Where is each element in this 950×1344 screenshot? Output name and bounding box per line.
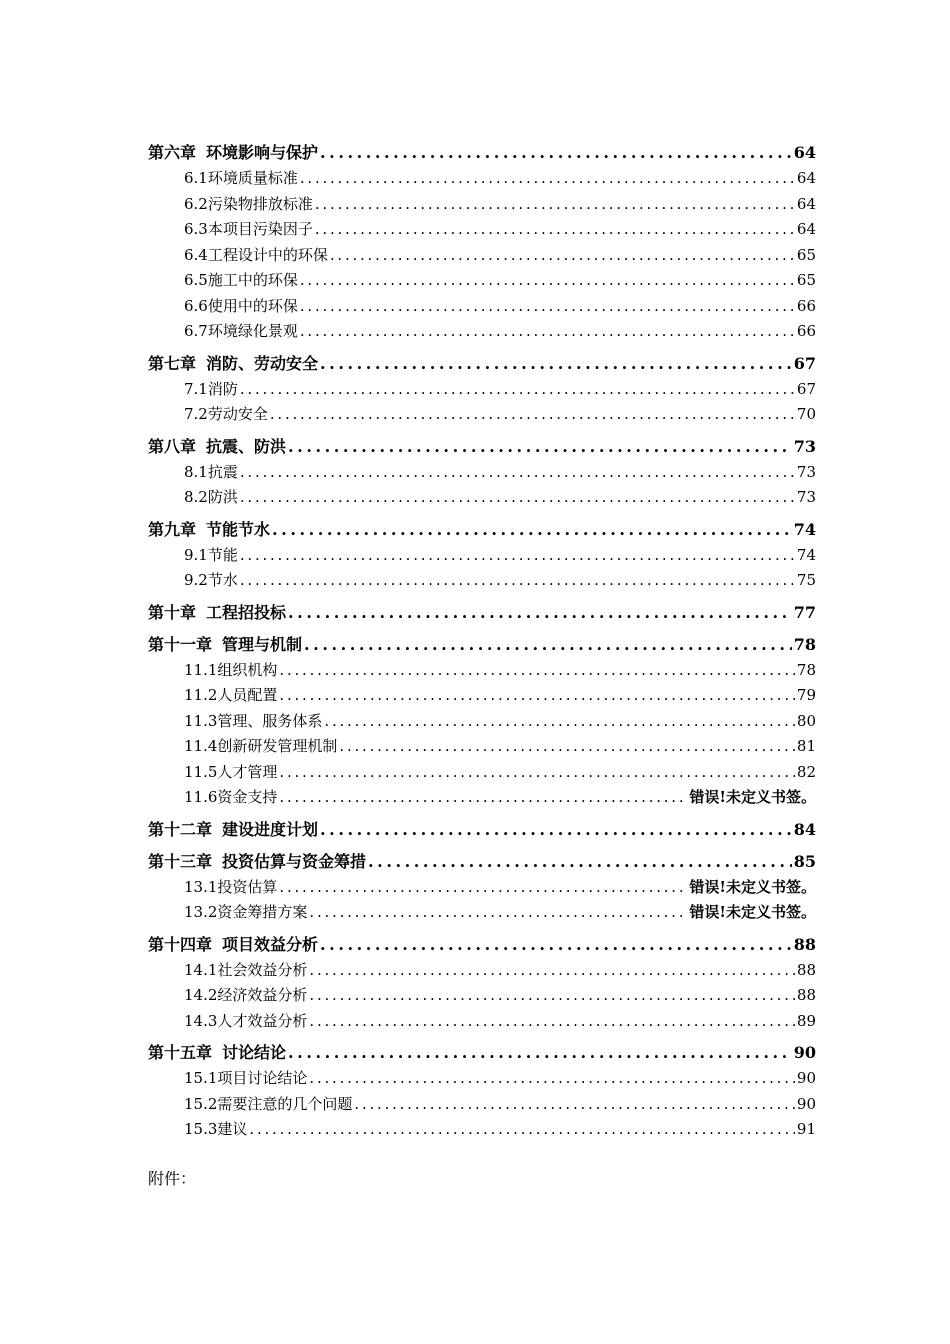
toc-entry-number: 11.1 [184, 660, 218, 679]
toc-dot-leader [300, 166, 795, 192]
toc-page-number: 84 [793, 819, 816, 839]
toc-chapter-entry[interactable] [148, 632, 816, 658]
toc-dot-leader [309, 983, 794, 1009]
toc-entry-number: 14.3 [184, 1011, 218, 1030]
toc-entry-number: 6.1 [184, 169, 208, 187]
toc-dot-leader [288, 600, 792, 626]
toc-dot-leader [249, 1117, 794, 1143]
toc-entry-title: 消防 [207, 379, 238, 398]
toc-entry-number: 第七章 [148, 353, 197, 373]
toc-page-number: 80 [796, 711, 816, 730]
toc-entry-number: 6.5 [184, 271, 208, 289]
toc-entry-title: 环境质量标准 [207, 169, 298, 187]
toc-section-entry[interactable] [148, 958, 816, 984]
toc-chapter-entry[interactable] [148, 849, 816, 875]
toc-page-number: 67 [793, 353, 816, 373]
toc-entry-title: 人才效益分析 [217, 1011, 308, 1030]
toc-entry-number: 6.7 [184, 322, 208, 340]
toc-page-number: 90 [796, 1094, 816, 1113]
toc-entry-title: 污染物排放标准 [207, 194, 313, 213]
toc-entry-title: 抗震 [207, 462, 238, 481]
toc-entry-title: 经济效益分析 [217, 986, 308, 1004]
toc-entry-number: 14.1 [184, 960, 218, 979]
toc-dot-leader [279, 683, 794, 709]
toc-section-entry[interactable] [148, 683, 816, 709]
toc-page-number: 74 [796, 545, 816, 564]
toc-entry-number: 6.4 [184, 245, 208, 264]
toc-entry-number: 第九章 [148, 519, 197, 539]
toc-page-number: 89 [796, 1011, 816, 1030]
toc-page-number: 78 [796, 660, 816, 679]
toc-section-entry[interactable] [148, 658, 816, 684]
toc-entry-title: 工程招投标 [206, 602, 287, 622]
toc-dot-leader [279, 760, 794, 786]
toc-dot-leader [300, 268, 795, 294]
toc-entry-number: 8.1 [184, 462, 208, 481]
toc-entry-number: 13.2 [184, 903, 218, 921]
toc-entry-title: 资金筹措方案 [217, 903, 308, 921]
toc-entry-number: 第十四章 [148, 934, 213, 954]
toc-entry-title: 投资估算与资金筹措 [222, 851, 367, 871]
toc-section-entry[interactable] [148, 543, 816, 569]
toc-page-number: 66 [796, 322, 816, 340]
toc-dot-leader [240, 460, 795, 486]
toc-entry-title: 项目效益分析 [222, 934, 319, 954]
toc-dot-leader [315, 192, 795, 218]
toc-section-entry[interactable] [148, 734, 816, 760]
toc-page-number: 74 [793, 519, 816, 539]
toc-dot-leader [300, 319, 795, 345]
toc-dot-leader [324, 709, 794, 735]
toc-section-entry[interactable] [148, 402, 816, 428]
toc-entry-number: 11.6 [184, 788, 218, 806]
toc-entry-number: 15.2 [184, 1094, 218, 1113]
toc-chapter-entry[interactable] [148, 817, 816, 843]
toc-entry-title: 管理与机制 [222, 634, 303, 654]
toc-dot-leader [240, 377, 795, 403]
toc-entry-title: 节能节水 [206, 519, 271, 539]
toc-entry-number: 第十一章 [148, 634, 213, 654]
toc-entry-number: 第十章 [148, 602, 197, 622]
toc-entry-title: 节水 [207, 571, 238, 589]
toc-entry-title: 人员配置 [217, 686, 278, 704]
toc-page-number: 64 [796, 169, 816, 187]
toc-entry-title: 环境影响与保护 [206, 143, 319, 162]
toc-page-number: 82 [796, 762, 816, 781]
toc-section-entry[interactable] [148, 166, 816, 192]
toc-section-entry[interactable] [148, 217, 816, 243]
toc-entry-title: 工程设计中的环保 [207, 245, 328, 264]
toc-entry-number: 11.3 [184, 711, 218, 730]
toc-dot-leader [240, 485, 795, 511]
toc-chapter-entry[interactable] [148, 517, 816, 543]
toc-page-number: 88 [796, 986, 816, 1004]
toc-dot-leader [320, 817, 792, 843]
toc-section-entry[interactable] [148, 377, 816, 403]
toc-entry-title: 防洪 [207, 488, 238, 506]
toc-entry-title: 组织机构 [217, 660, 278, 679]
toc-section-entry[interactable] [148, 1009, 816, 1035]
toc-entry-number: 第十三章 [148, 851, 213, 871]
toc-entry-title: 投资估算 [217, 877, 278, 896]
toc-page-number: 65 [796, 271, 816, 289]
toc-page-number: 88 [796, 960, 816, 979]
toc-dot-leader [368, 849, 792, 875]
toc-entry-title: 环境绿化景观 [207, 322, 298, 340]
toc-entry-number: 6.3 [184, 220, 208, 238]
toc-chapter-entry[interactable] [148, 140, 816, 166]
toc-entry-number: 11.2 [184, 686, 218, 704]
toc-section-entry[interactable] [148, 1117, 816, 1143]
toc-section-entry[interactable] [148, 243, 816, 269]
toc-chapter-entry[interactable] [148, 932, 816, 958]
toc-page-number: 67 [796, 379, 816, 398]
toc-dot-leader [279, 785, 687, 811]
toc-entry-title: 资金支持 [217, 788, 278, 806]
toc-section-entry[interactable] [148, 568, 816, 594]
toc-dot-leader [288, 1040, 792, 1066]
toc-dot-leader [320, 351, 792, 377]
toc-entry-number: 9.1 [184, 545, 208, 564]
toc-dot-leader [309, 958, 794, 984]
toc-entry-title: 讨论结论 [222, 1043, 287, 1062]
toc-dot-leader [304, 632, 792, 658]
toc-chapter-entry[interactable] [148, 351, 816, 377]
toc-section-entry[interactable] [148, 460, 816, 486]
toc-entry-title: 本项目污染因子 [207, 220, 313, 238]
toc-page-number: 77 [793, 602, 816, 622]
toc-entry-number: 15.3 [184, 1120, 218, 1138]
toc-dot-leader [320, 140, 792, 166]
toc-dot-leader [279, 658, 794, 684]
toc-entry-title: 抗震、防洪 [206, 436, 287, 456]
toc-entry-number: 第十二章 [148, 819, 213, 839]
toc-entry-title: 使用中的环保 [207, 296, 298, 315]
toc-dot-leader [354, 1092, 794, 1118]
toc-dot-leader [272, 517, 792, 543]
toc-dot-leader [309, 1066, 794, 1092]
toc-entry-number: 6.6 [184, 296, 208, 315]
toc-page-number: 65 [796, 245, 816, 264]
appendix-label: 附件： [148, 1169, 197, 1188]
toc-section-entry[interactable] [148, 1066, 816, 1092]
toc-entry-title: 创新研发管理机制 [217, 737, 338, 755]
toc-page-number: 91 [796, 1120, 816, 1138]
toc-section-entry[interactable] [148, 192, 816, 218]
toc-entry-number: 第十五章 [148, 1043, 213, 1062]
toc-entry-title: 社会效益分析 [217, 960, 308, 979]
table-of-contents [148, 140, 816, 1143]
toc-page-number: 85 [793, 851, 816, 871]
toc-entry-title: 建设进度计划 [222, 819, 319, 839]
toc-page-number: 64 [796, 194, 816, 213]
toc-page-number: 90 [793, 1043, 816, 1062]
toc-dot-leader [330, 243, 795, 269]
toc-bookmark-error: 错误!未定义书签。 [689, 903, 816, 921]
toc-dot-leader [315, 217, 795, 243]
toc-entry-number: 11.5 [184, 762, 218, 781]
toc-entry-number: 9.2 [184, 571, 208, 589]
toc-section-entry[interactable] [148, 268, 816, 294]
toc-entry-number: 7.1 [184, 379, 208, 398]
toc-page-number: 73 [793, 436, 816, 456]
toc-dot-leader [320, 932, 792, 958]
toc-page-number: 70 [796, 405, 816, 423]
toc-entry-number: 7.2 [184, 405, 208, 423]
toc-dot-leader [339, 734, 794, 760]
toc-entry-number: 6.2 [184, 194, 208, 213]
toc-page-number: 73 [796, 488, 816, 506]
toc-entry-number: 第六章 [148, 143, 197, 162]
toc-chapter-entry[interactable] [148, 1040, 816, 1066]
toc-entry-number: 11.4 [184, 737, 218, 755]
toc-dot-leader [270, 402, 795, 428]
toc-dot-leader [309, 900, 687, 926]
toc-entry-title: 施工中的环保 [207, 271, 298, 289]
toc-page-number: 81 [796, 737, 816, 755]
toc-page-number: 78 [793, 634, 816, 654]
toc-section-entry[interactable] [148, 785, 816, 811]
toc-page-number: 73 [796, 462, 816, 481]
toc-entry-number: 8.2 [184, 488, 208, 506]
toc-entry-number: 15.1 [184, 1069, 218, 1087]
toc-page-number: 75 [796, 571, 816, 589]
toc-section-entry[interactable] [148, 294, 816, 320]
toc-page-number: 90 [796, 1069, 816, 1087]
toc-bookmark-error: 错误!未定义书签。 [689, 877, 816, 896]
toc-page-number: 64 [796, 220, 816, 238]
toc-section-entry[interactable] [148, 983, 816, 1009]
toc-section-entry[interactable] [148, 485, 816, 511]
toc-entry-title: 节能 [207, 545, 238, 564]
toc-entry-number: 第八章 [148, 436, 197, 456]
toc-entry-title: 建议 [217, 1120, 248, 1138]
toc-section-entry[interactable] [148, 875, 816, 901]
toc-page-number: 64 [793, 143, 816, 162]
toc-entry-title: 劳动安全 [207, 405, 268, 423]
toc-dot-leader [240, 543, 795, 569]
toc-section-entry[interactable] [148, 900, 816, 926]
toc-section-entry[interactable] [148, 1092, 816, 1118]
toc-entry-title: 消防、劳动安全 [206, 353, 319, 373]
toc-dot-leader [279, 875, 687, 901]
toc-entry-number: 13.1 [184, 877, 218, 896]
toc-section-entry[interactable] [148, 709, 816, 735]
toc-page-number: 79 [796, 686, 816, 704]
toc-dot-leader [300, 294, 795, 320]
toc-page-number: 88 [793, 934, 816, 954]
toc-dot-leader [240, 568, 795, 594]
toc-section-entry[interactable] [148, 760, 816, 786]
toc-dot-leader [288, 434, 792, 460]
toc-entry-title: 需要注意的几个问题 [217, 1094, 353, 1113]
toc-entry-title: 项目讨论结论 [217, 1069, 308, 1087]
toc-entry-title: 管理、服务体系 [217, 711, 323, 730]
toc-dot-leader [309, 1009, 794, 1035]
toc-bookmark-error: 错误!未定义书签。 [689, 788, 816, 806]
toc-entry-title: 人才管理 [217, 762, 278, 781]
toc-section-entry[interactable] [148, 319, 816, 345]
toc-chapter-entry[interactable] [148, 600, 816, 626]
toc-chapter-entry[interactable] [148, 434, 816, 460]
toc-page-number: 66 [796, 296, 816, 315]
toc-entry-number: 14.2 [184, 986, 218, 1004]
